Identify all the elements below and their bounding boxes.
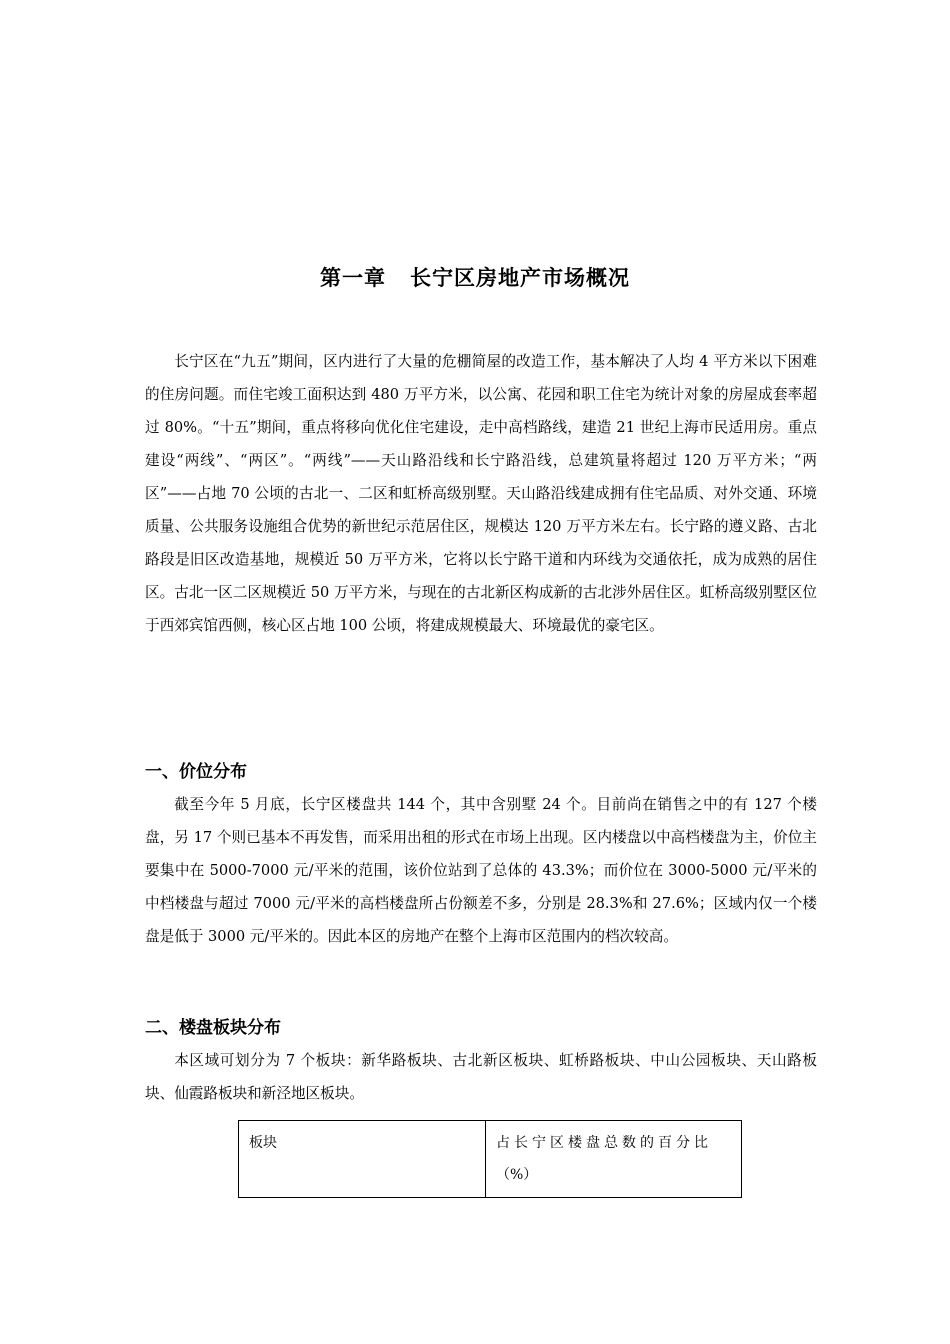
block-share-table [238,1120,742,1198]
table-header-percentage-line2: （%） [496,1167,538,1183]
chapter-number: 第一章 [320,266,386,290]
table-header-percentage-line1: 占长宁区楼盘总数的百分比 [496,1135,712,1151]
section1-block [145,788,817,953]
section1-heading: 一、价位分布 [145,762,247,782]
table-header-block: 板块 [239,1121,486,1198]
table-header-percentage [486,1121,742,1198]
section2-block [145,1044,817,1110]
section1-paragraph: 截至今年 5 月底，长宁区楼盘共 144 个，其中含别墅 24 个。目前尚在销售之中的有 127 个楼盘，另 17 个则已基本不再发售，而采用出租的形式在市场上出现。区内楼盘以中高档楼盘为主，价位主要集中在 5000-7000 元/平米的范围，该价位站到了总体的 43.3%；而价位在 3000-5000 元/平米的中档楼盘与超过 7000 元/平米的高档楼盘所占份额差不多，分别是 28.3%和 27.6%；区域内仅一个楼盘是低于 3000 元/平米的。因此本区的房地产在整个上海市区范围内的档次较高。 [145,796,817,945]
section2-heading: 二、楼盘板块分布 [145,1018,281,1038]
intro-block [145,345,817,642]
chapter-title [0,262,950,292]
section2-paragraph: 本区域可划分为 7 个板块：新华路板块、古北新区板块、虹桥路板块、中山公园板块、天山路板块、仙霞路板块和新泾地区板块。 [145,1052,817,1102]
intro-paragraph: 长宁区在“九五”期间，区内进行了大量的危棚简屋的改造工作，基本解决了人均 4 平方米以下困难的住房问题。而住宅竣工面积达到 480 万平方米，以公寓、花园和职工住宅为统计对象的房屋成套率超过 80%。“十五”期间，重点将移向优化住宅建设，走中高档路线，建造 21 世纪上海市民适用房。重点建设“两线”、“两区”。“两线”——天山路沿线和长宁路沿线，总建筑量将超过 120 万平方米；“两区”——占地 70 公顷的古北一、二区和虹桥高级别墅。天山路沿线建成拥有住宅品质、对外交通、环境质量、公共服务设施组合优势的新世纪示范居住区，规模达 120 万平方米左右。长宁路的遵义路、古北路段是旧区改造基地，规模近 50 万平方米，它将以长宁路干道和内环线为交通依托，成为成熟的居住区。古北一区二区规模近 50 万平方米，与现在的古北新区构成新的古北涉外居住区。虹桥高级别墅区位于西郊宾馆西侧，核心区占地 100 公顷，将建成规模最大、环境最优的豪宅区。 [145,353,817,634]
table-header-row [239,1121,742,1198]
chapter-name: 长宁区房地产市场概况 [410,266,630,290]
